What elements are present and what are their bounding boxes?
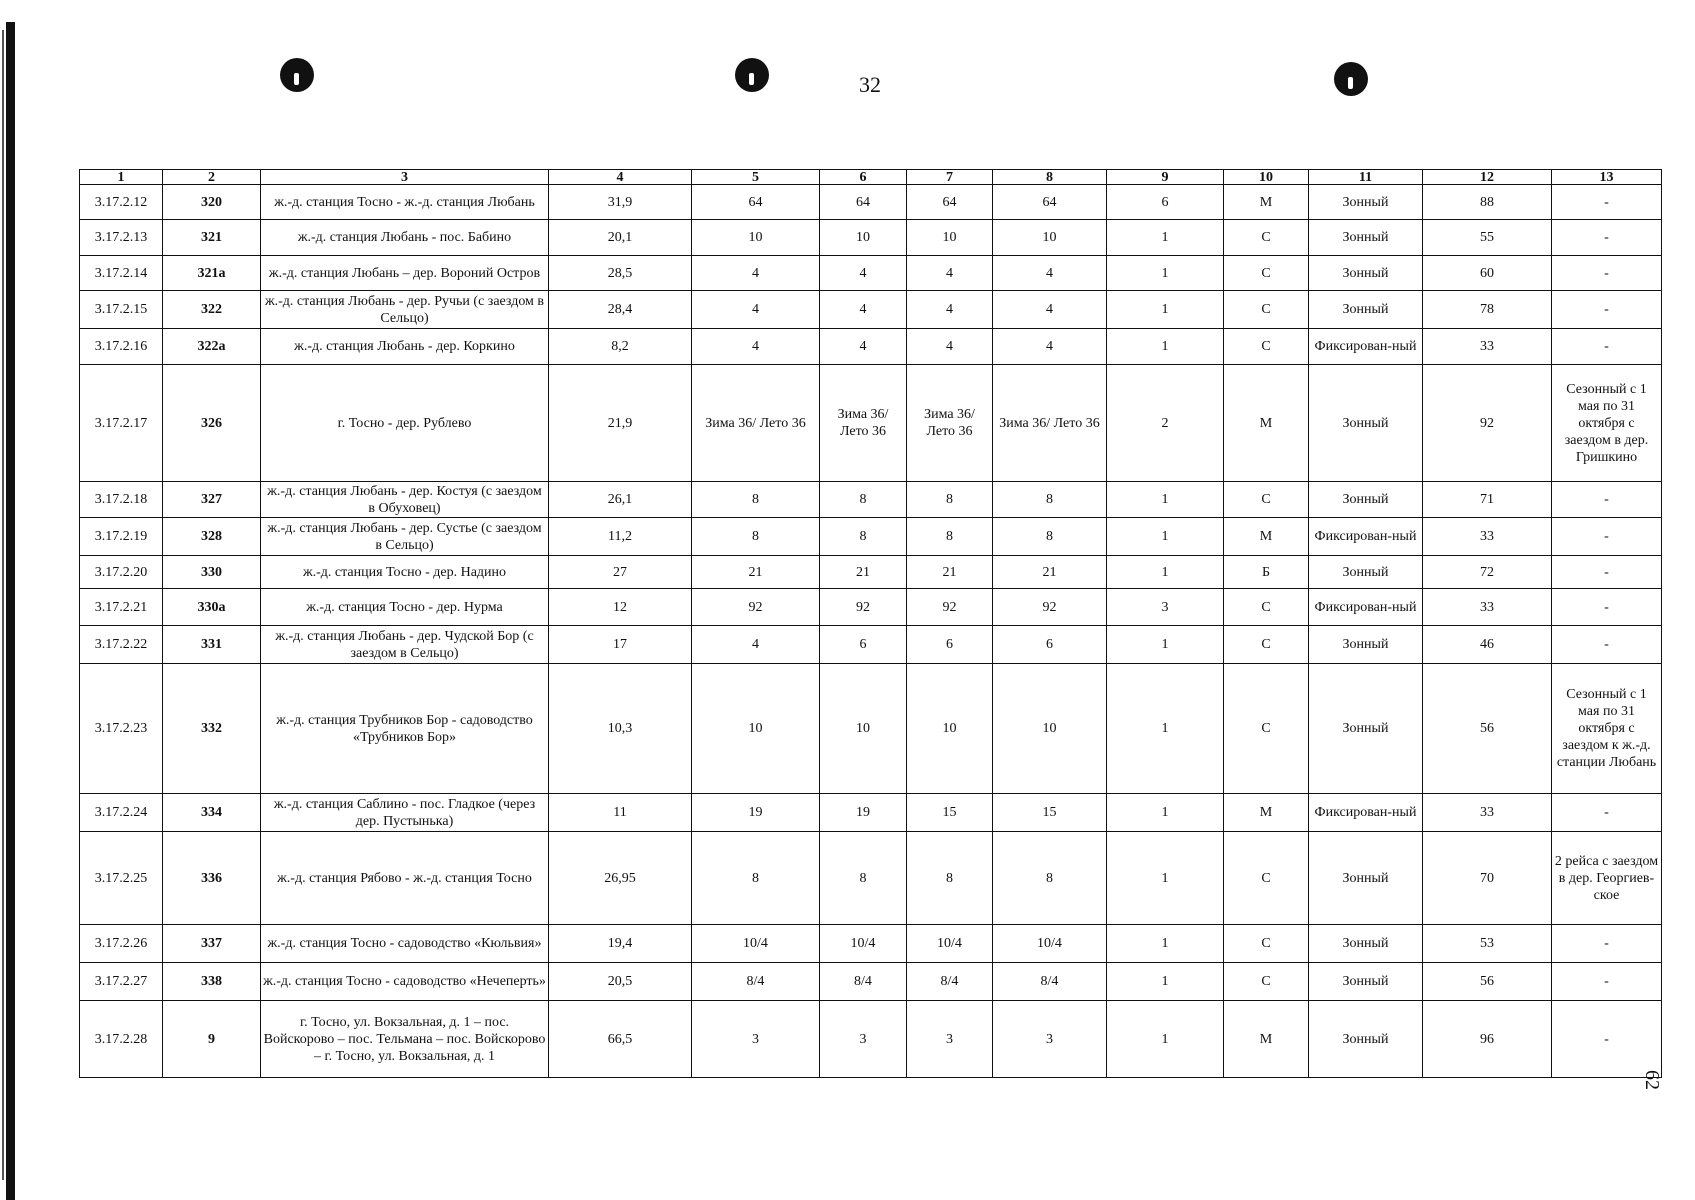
table-cell: С (1224, 329, 1309, 365)
table-cell: 3.17.2.27 (80, 963, 163, 1001)
table-cell: Зонный (1309, 832, 1423, 925)
table-cell: 10 (820, 664, 907, 794)
table-cell: 55 (1423, 220, 1552, 256)
table-cell: 2 (1107, 365, 1224, 482)
table-cell: 11,2 (549, 518, 692, 556)
table-cell: 8/4 (993, 963, 1107, 1001)
column-number-row (80, 170, 1662, 185)
table-cell: 10 (993, 664, 1107, 794)
table-cell: 3.17.2.19 (80, 518, 163, 556)
route-register-table (79, 169, 1662, 1078)
table-cell: 88 (1423, 185, 1552, 220)
table-cell: 26,95 (549, 832, 692, 925)
column-number: 1 (80, 170, 163, 185)
table-cell: 3.17.2.15 (80, 291, 163, 329)
table-cell: Зонный (1309, 482, 1423, 518)
table-cell: - (1552, 794, 1662, 832)
table-cell: ж.-д. станция Рябово - ж.-д. станция Тосно (261, 832, 549, 925)
column-number: 6 (820, 170, 907, 185)
table-cell: С (1224, 664, 1309, 794)
table-cell: 8 (692, 518, 820, 556)
table-cell: - (1552, 1001, 1662, 1078)
table-cell: 4 (692, 626, 820, 664)
table-cell: 3.17.2.26 (80, 925, 163, 963)
table-cell: 64 (907, 185, 993, 220)
table-cell: Фиксирован-ный (1309, 329, 1423, 365)
table-cell: 321 (163, 220, 261, 256)
table-cell: 1 (1107, 256, 1224, 291)
table-row (80, 626, 1662, 664)
table-cell: - (1552, 518, 1662, 556)
table-cell: ж.-д. станция Любань - дер. Сустье (с заездом в Сельцо) (261, 518, 549, 556)
table-cell: 46 (1423, 626, 1552, 664)
table-cell: 4 (907, 291, 993, 329)
table-row (80, 256, 1662, 291)
table-cell: - (1552, 220, 1662, 256)
table-cell: С (1224, 256, 1309, 291)
table-cell: 66,5 (549, 1001, 692, 1078)
table-cell: ж.-д. станция Любань - дер. Чудской Бор (с заездом в Сельцо) (261, 626, 549, 664)
table-cell: 3 (820, 1001, 907, 1078)
table-cell: 2 рейса с заездом в дер. Георгиев-ское (1552, 832, 1662, 925)
table-cell: С (1224, 220, 1309, 256)
table-cell: 6 (907, 626, 993, 664)
table-cell: 64 (993, 185, 1107, 220)
table-cell: 1 (1107, 963, 1224, 1001)
table-cell: 12 (549, 589, 692, 626)
table-cell: 4 (907, 256, 993, 291)
table-row (80, 1001, 1662, 1078)
table-cell: - (1552, 291, 1662, 329)
table-cell: Зима 36/ Лето 36 (993, 365, 1107, 482)
table-row (80, 832, 1662, 925)
table-cell: М (1224, 185, 1309, 220)
table-cell: 3.17.2.12 (80, 185, 163, 220)
table-cell: 3 (692, 1001, 820, 1078)
table-cell: 10 (692, 664, 820, 794)
table-cell: 64 (692, 185, 820, 220)
table-cell: Сезонный с 1 мая по 31 октября с заездом к ж.-д. станции Любань (1552, 664, 1662, 794)
table-cell: 8 (993, 832, 1107, 925)
table-cell: Зонный (1309, 185, 1423, 220)
table-cell: 8 (993, 482, 1107, 518)
table-cell: 8 (993, 518, 1107, 556)
table-cell: М (1224, 365, 1309, 482)
table-cell: 10,3 (549, 664, 692, 794)
table-cell: М (1224, 794, 1309, 832)
table-cell: 56 (1423, 963, 1552, 1001)
table-cell: 1 (1107, 925, 1224, 963)
table-cell: 4 (692, 256, 820, 291)
column-number: 11 (1309, 170, 1423, 185)
table-cell: Зонный (1309, 365, 1423, 482)
table-cell: 21 (820, 556, 907, 589)
table-cell: С (1224, 832, 1309, 925)
table-cell: С (1224, 925, 1309, 963)
table-cell: 1 (1107, 626, 1224, 664)
table-cell: 3.17.2.17 (80, 365, 163, 482)
table-cell: ж.-д. станция Тосно - дер. Нурма (261, 589, 549, 626)
table-row (80, 329, 1662, 365)
table-body (80, 170, 1662, 1078)
table-cell: Зима 36/ Лето 36 (820, 365, 907, 482)
table-cell: 10/4 (993, 925, 1107, 963)
table-cell: 4 (820, 291, 907, 329)
column-number: 5 (692, 170, 820, 185)
side-margin-mark: 62 (1641, 1070, 1663, 1090)
table-row (80, 664, 1662, 794)
table-cell: ж.-д. станция Трубников Бор - садоводство «Трубников Бор» (261, 664, 549, 794)
table-cell: 8 (820, 832, 907, 925)
table-cell: 8/4 (907, 963, 993, 1001)
table-cell: - (1552, 589, 1662, 626)
table-cell: ж.-д. станция Любань – дер. Вороний Остров (261, 256, 549, 291)
table-cell: 1 (1107, 794, 1224, 832)
table-cell: - (1552, 556, 1662, 589)
table-cell: 1 (1107, 329, 1224, 365)
column-number: 10 (1224, 170, 1309, 185)
table-cell: 8 (820, 482, 907, 518)
table-cell: 8/4 (820, 963, 907, 1001)
table-cell: 331 (163, 626, 261, 664)
table-cell: - (1552, 963, 1662, 1001)
column-number: 7 (907, 170, 993, 185)
table-cell: 3 (907, 1001, 993, 1078)
table-cell: ж.-д. станция Тосно - дер. Надино (261, 556, 549, 589)
table-cell: М (1224, 1001, 1309, 1078)
table-cell: 3.17.2.23 (80, 664, 163, 794)
table-cell: Зонный (1309, 556, 1423, 589)
table-cell: Зонный (1309, 291, 1423, 329)
table-cell: 33 (1423, 329, 1552, 365)
table-cell: 8 (907, 482, 993, 518)
table-cell: 10 (993, 220, 1107, 256)
table-cell: ж.-д. станция Саблино - пос. Гладкое (через дер. Пустынька) (261, 794, 549, 832)
table-cell: 92 (692, 589, 820, 626)
table-cell: 26,1 (549, 482, 692, 518)
column-number: 2 (163, 170, 261, 185)
table-cell: 28,4 (549, 291, 692, 329)
punch-hole-left (280, 58, 314, 92)
table-cell: - (1552, 626, 1662, 664)
table-row (80, 365, 1662, 482)
table-row (80, 291, 1662, 329)
table-cell: 4 (907, 329, 993, 365)
table-cell: 3.17.2.16 (80, 329, 163, 365)
table-cell: 3 (993, 1001, 1107, 1078)
table-cell: 8 (692, 832, 820, 925)
table-cell: 21,9 (549, 365, 692, 482)
table-cell: - (1552, 482, 1662, 518)
table-cell: 1 (1107, 518, 1224, 556)
table-cell: Зонный (1309, 626, 1423, 664)
table-row (80, 220, 1662, 256)
table-cell: Зима 36/ Лето 36 (692, 365, 820, 482)
table-cell: 33 (1423, 589, 1552, 626)
table-cell: С (1224, 589, 1309, 626)
table-cell: 20,5 (549, 963, 692, 1001)
page-number: 32 (859, 72, 881, 97)
column-number: 12 (1423, 170, 1552, 185)
table-cell: ж.-д. станция Любань - дер. Костуя (с заездом в Обуховец) (261, 482, 549, 518)
table-cell: 332 (163, 664, 261, 794)
table-cell: 1 (1107, 220, 1224, 256)
column-number: 13 (1552, 170, 1662, 185)
table-cell: Зима 36/ Лето 36 (907, 365, 993, 482)
table-cell: - (1552, 329, 1662, 365)
table-cell: 4 (993, 256, 1107, 291)
column-number: 3 (261, 170, 549, 185)
table-cell: Фиксирован-ный (1309, 518, 1423, 556)
table-cell: 322а (163, 329, 261, 365)
column-number: 8 (993, 170, 1107, 185)
table-cell: 92 (820, 589, 907, 626)
table-cell: 15 (907, 794, 993, 832)
table-cell: 19 (692, 794, 820, 832)
table-cell: Зонный (1309, 925, 1423, 963)
table-cell: 10 (820, 220, 907, 256)
table-cell: 17 (549, 626, 692, 664)
table-cell: Зонный (1309, 664, 1423, 794)
table-cell: 3.17.2.22 (80, 626, 163, 664)
table-cell: 3.17.2.25 (80, 832, 163, 925)
table-cell: Зонный (1309, 220, 1423, 256)
table-cell: 72 (1423, 556, 1552, 589)
column-number: 4 (549, 170, 692, 185)
table-cell: 4 (692, 329, 820, 365)
table-cell: С (1224, 482, 1309, 518)
scan-edge-line (2, 30, 4, 1180)
table-cell: 33 (1423, 794, 1552, 832)
table-cell: ж.-д. станция Тосно - ж.-д. станция Любань (261, 185, 549, 220)
table-cell: г. Тосно - дер. Рублево (261, 365, 549, 482)
table-cell: С (1224, 626, 1309, 664)
table-cell: 56 (1423, 664, 1552, 794)
table-cell: 8 (907, 832, 993, 925)
table-cell: 1 (1107, 482, 1224, 518)
table-cell: 10/4 (692, 925, 820, 963)
table-cell: 4 (820, 329, 907, 365)
table-cell: 10 (907, 664, 993, 794)
table-cell: 27 (549, 556, 692, 589)
punch-hole-right (1334, 62, 1368, 96)
table-cell: 21 (993, 556, 1107, 589)
table-cell: 70 (1423, 832, 1552, 925)
table-row (80, 794, 1662, 832)
table-cell: 8/4 (692, 963, 820, 1001)
table-cell: 3.17.2.28 (80, 1001, 163, 1078)
table-cell: 4 (993, 291, 1107, 329)
table-row (80, 556, 1662, 589)
table-cell: 10 (692, 220, 820, 256)
table-cell: г. Тосно, ул. Вокзальная, д. 1 – пос. Войскорово – пос. Тельмана – пос. Войскорово – г. Тосно, ул. Вокзальная, д. 1 (261, 1001, 549, 1078)
table-cell: Фиксирован-ный (1309, 794, 1423, 832)
table-cell: 338 (163, 963, 261, 1001)
table-cell: Зонный (1309, 1001, 1423, 1078)
table-cell: 28,5 (549, 256, 692, 291)
table-cell: 330 (163, 556, 261, 589)
table-cell: - (1552, 925, 1662, 963)
table-cell: 8 (820, 518, 907, 556)
table-cell: 1 (1107, 1001, 1224, 1078)
table-cell: 10/4 (820, 925, 907, 963)
table-cell: 78 (1423, 291, 1552, 329)
table-cell: 92 (993, 589, 1107, 626)
table-cell: 31,9 (549, 185, 692, 220)
table-cell: 3.17.2.24 (80, 794, 163, 832)
table-cell: 71 (1423, 482, 1552, 518)
table-cell: С (1224, 291, 1309, 329)
table-cell: 10/4 (907, 925, 993, 963)
table-cell: - (1552, 185, 1662, 220)
table-cell: 8,2 (549, 329, 692, 365)
table-cell: Б (1224, 556, 1309, 589)
table-cell: 33 (1423, 518, 1552, 556)
table-cell: 10 (907, 220, 993, 256)
table-cell: 1 (1107, 832, 1224, 925)
table-cell: 6 (993, 626, 1107, 664)
table-cell: Зонный (1309, 256, 1423, 291)
table-cell: 3.17.2.18 (80, 482, 163, 518)
table-cell: 21 (692, 556, 820, 589)
table-cell: 19 (820, 794, 907, 832)
table-cell: 330а (163, 589, 261, 626)
table-cell: 4 (820, 256, 907, 291)
table-row (80, 963, 1662, 1001)
table-cell: 6 (1107, 185, 1224, 220)
table-cell: 3 (1107, 589, 1224, 626)
table-cell: М (1224, 518, 1309, 556)
column-number: 9 (1107, 170, 1224, 185)
table-cell: 11 (549, 794, 692, 832)
table-cell: 8 (692, 482, 820, 518)
table-cell: 3.17.2.20 (80, 556, 163, 589)
table-cell: 96 (1423, 1001, 1552, 1078)
table-cell: Сезонный с 1 мая по 31 октября с заездом в дер. Гришкино (1552, 365, 1662, 482)
table-cell: 327 (163, 482, 261, 518)
table-row (80, 518, 1662, 556)
table-cell: Фиксирован-ный (1309, 589, 1423, 626)
scan-edge-bar (6, 22, 15, 1200)
punch-hole-center (735, 58, 769, 92)
table-cell: ж.-д. станция Тосно - садоводство «Кюльвия» (261, 925, 549, 963)
table-cell: 6 (820, 626, 907, 664)
table-cell: Зонный (1309, 963, 1423, 1001)
table-cell: 92 (1423, 365, 1552, 482)
table-cell: 9 (163, 1001, 261, 1078)
table-cell: 53 (1423, 925, 1552, 963)
table-cell: 326 (163, 365, 261, 482)
table-cell: ж.-д. станция Любань - пос. Бабино (261, 220, 549, 256)
table-cell: 321а (163, 256, 261, 291)
table-cell: 1 (1107, 291, 1224, 329)
table-cell: 64 (820, 185, 907, 220)
table-cell: ж.-д. станция Любань - дер. Ручьи (с заездом в Сельцо) (261, 291, 549, 329)
table-cell: 3.17.2.14 (80, 256, 163, 291)
table-cell: 336 (163, 832, 261, 925)
table-cell: 337 (163, 925, 261, 963)
table-cell: 4 (692, 291, 820, 329)
table-row (80, 185, 1662, 220)
table-row (80, 482, 1662, 518)
table-cell: 334 (163, 794, 261, 832)
table-cell: 3.17.2.13 (80, 220, 163, 256)
table-cell: 92 (907, 589, 993, 626)
table-cell: 60 (1423, 256, 1552, 291)
table-row (80, 589, 1662, 626)
table-cell: ж.-д. станция Любань - дер. Коркино (261, 329, 549, 365)
table-cell: 21 (907, 556, 993, 589)
table-cell: 15 (993, 794, 1107, 832)
table-cell: 3.17.2.21 (80, 589, 163, 626)
table-cell: 322 (163, 291, 261, 329)
table-cell: 1 (1107, 664, 1224, 794)
table-row (80, 925, 1662, 963)
table-cell: 19,4 (549, 925, 692, 963)
table-cell: 328 (163, 518, 261, 556)
table-cell: 320 (163, 185, 261, 220)
table-cell: 20,1 (549, 220, 692, 256)
table-cell: 8 (907, 518, 993, 556)
table-cell: ж.-д. станция Тосно - садоводство «Нечеперть» (261, 963, 549, 1001)
table-cell: 4 (993, 329, 1107, 365)
table-cell: - (1552, 256, 1662, 291)
table-cell: С (1224, 963, 1309, 1001)
table-cell: 1 (1107, 556, 1224, 589)
